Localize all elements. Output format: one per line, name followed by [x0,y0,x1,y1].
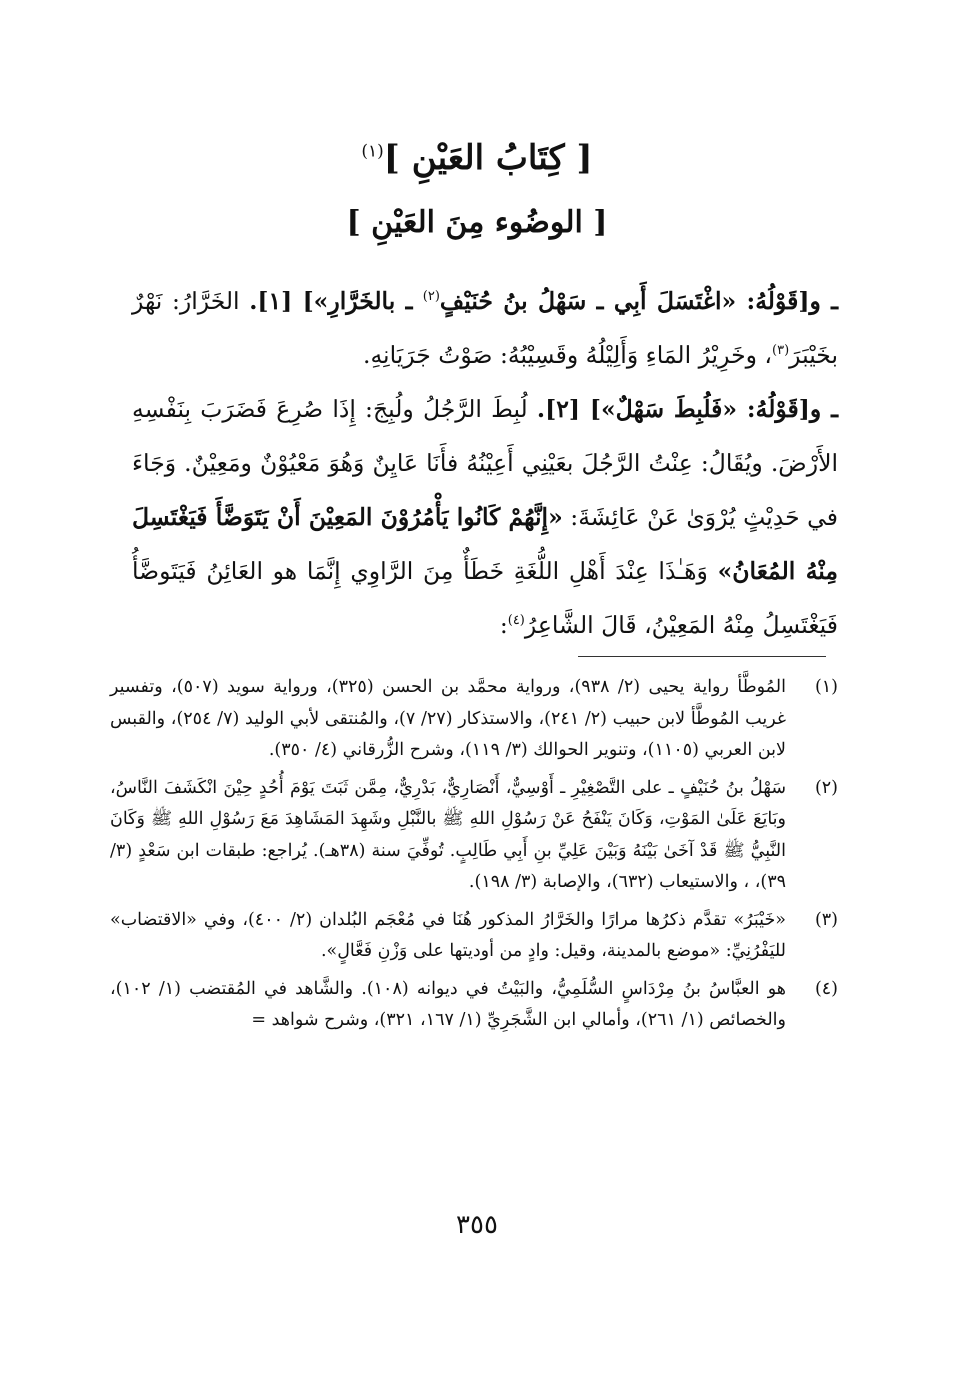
main-text [132,274,838,652]
footnote-text: المُوطَّأ رواية يحيى (٢/ ٩٣٨)، ورواية محمَّد بن الحسن (٣٢٥)، ورواية سويد (٥٠٧)، وتفسير غريب المُوطَّأ لابن حبيب (٢/ ٢٤١)، والاستذكار (٢٧/ ٧)، والمُنتقى لأبي الوليد (٧/ ٢٥٤)، والقبس لابن العربي (١١٠٥)، وتنوير الحوالك (٣/ ١١٩)، وشرح الزُّرقاني (٤/ ٣٥٠). [110,677,787,760]
paragraph-1-ref-2: (٣) [772,343,790,359]
paragraph-2 [132,382,838,652]
book-title [0,138,954,178]
paragraph-2-ref: (٤) [507,613,525,629]
page-number: ٣٥٥ [456,1210,498,1240]
footnote [110,974,838,1037]
footnote [110,672,838,767]
paragraph-1-ref-1: (٢) [422,289,440,305]
book-title-text: [ كِتَابُ العَيْنِ ] [383,138,593,178]
paragraph-2-quote: «إِنَّهُمْ كَانُوا يَأْمُرُوْنَ المَعِيْنَ أَنْ يَتَوَضَّأَ فَيَغْتَسِلَ مِنْهُ المُعَانُ» [132,503,838,585]
footnote-number: (٣) [814,909,838,930]
paragraph-1-text-a: الخَرَّارُ: نَهْرٌ بخَيْبَرَ [132,287,838,369]
paragraph-1-lead: ـ و[قَوْلُهُ: «اغْتَسَلَ أَبِي ـ سَهْلُ بنُ حُنَيْفٍ [439,287,839,315]
section-title: [ الوضُوء مِنَ العَيْنِ ] [346,205,608,240]
footnote [110,905,838,968]
footnote [110,773,838,899]
paragraph-1-text-b: ، وخَرِيْرُ المَاءِ وَأَلِيْلُهُ وقَسِيْبُهُ: صَوْتُ جَرَيَانِهِ. [362,341,772,369]
footnotes [110,672,838,1043]
paragraph-1-lead-cont: ـ بالخَرَّارِ»] [١]. [249,287,423,315]
footnote-text: سَهْلُ بنُ حُنَيْفٍ ـ على التَّصْغِيْرِ ـ أَوْسِيٌّ، أَنْصَارِيٌّ، بَدْرِيٌّ، مِمَّن ثَبَتَ يَوْمَ أُحُدٍ حِيْنَ انْكَشَفَ النَّاسُ، وبَايَعَ عَلَىٰ المَوْتِ، وَكَانَ يَنْفَحُ عَنْ رَسُوْلِ اللهِ ﷺ بالنَّبْلِ وشَهِدَ المَشَاهِدَ مَعَ رَسُوْلِ اللهِ ﷺ وَكَانَ النَّبِيُّ ﷺ قَدْ آخَىٰ بَيْنَهُ وَبَيْنَ عَلِيِّ بنِ أَبِي طَالِبٍ. تُوفِّيَ سنة (٣٨هـ). يُراجع: طبقات ابن سَعْدٍ (٣/ ٣٩)، ، والاستيعاب (٦٣٢)، والإصابة (٣/ ١٩٨). [110,777,786,892]
footnote-divider [578,656,826,657]
footnote-number: (١) [814,677,838,697]
footnote-number: (٤) [814,978,838,999]
footnote-text: «خَيْبَرُ» تقدَّم ذكرُها مرارًا والخَرَّارُ المذكور هُنَا في مُعْجَم البُلدان (٢/ ٤٠٠)، وفي «الاقتضاب» لليَفْرُنِيِّ: «موضع بالمدينة، وقيل: وادٍ من أوديتها على وَزْنِ فَعَّالٍ». [110,909,786,961]
paragraph-2-text-a: لُبِطَ الرَّجُلُ ولُبِجَ: إِذَا صُرِعَ فَضَرَبَ بِنَفْسِهِ الأَرْضَ. ويُقَالُ: عِنْتُ الرَّجُلَ بعَيْنِي أَعِيْنُهُ فأَنَا عَايِنٌ وَهُوَ مَعْيُوْنٌ ومَعِيْنٌ. وَجَاءَ في حَدِيْثٍ يُرْوَىٰ عَنْ عَائِشَةَ: [132,395,838,531]
paragraph-2-text-b: وَهَـٰذَا عِنْدَ أَهْلِ اللُّغَةِ خَطَأٌ مِنَ الرَّاوِي إِنَّمَا هو العَائِنُ فَيَتَوضَّأُ فَيَغْتَسِلُ مِنْهُ المَعِيْنُ، قَالَ الشَّاعِرُ [132,557,838,639]
paragraph-1 [132,274,838,382]
paragraph-2-lead: ـ و[قَوْلُهُ: «فَلُبِطَ سَهْلٌ»] [٢]. [536,395,839,423]
footnote-number: (٢) [814,777,838,798]
footnote-text: هو العبَّاسُ بنُ مِرْدَاسٍ السُّلَمِيُّ، والبَيْتُ في ديوانه (١٠٨). والشَّاهد في المُقتضب (١/ ١٠٢)، والخصائص (١/ ٢٦١)، وأمالي ابن الشَّجَرِيِّ (١/ ١٦٧، ٣٢١)، وشرح شواهد = [110,978,786,1030]
paragraph-2-end: : [499,611,508,639]
book-title-ref: (١) [361,141,384,162]
